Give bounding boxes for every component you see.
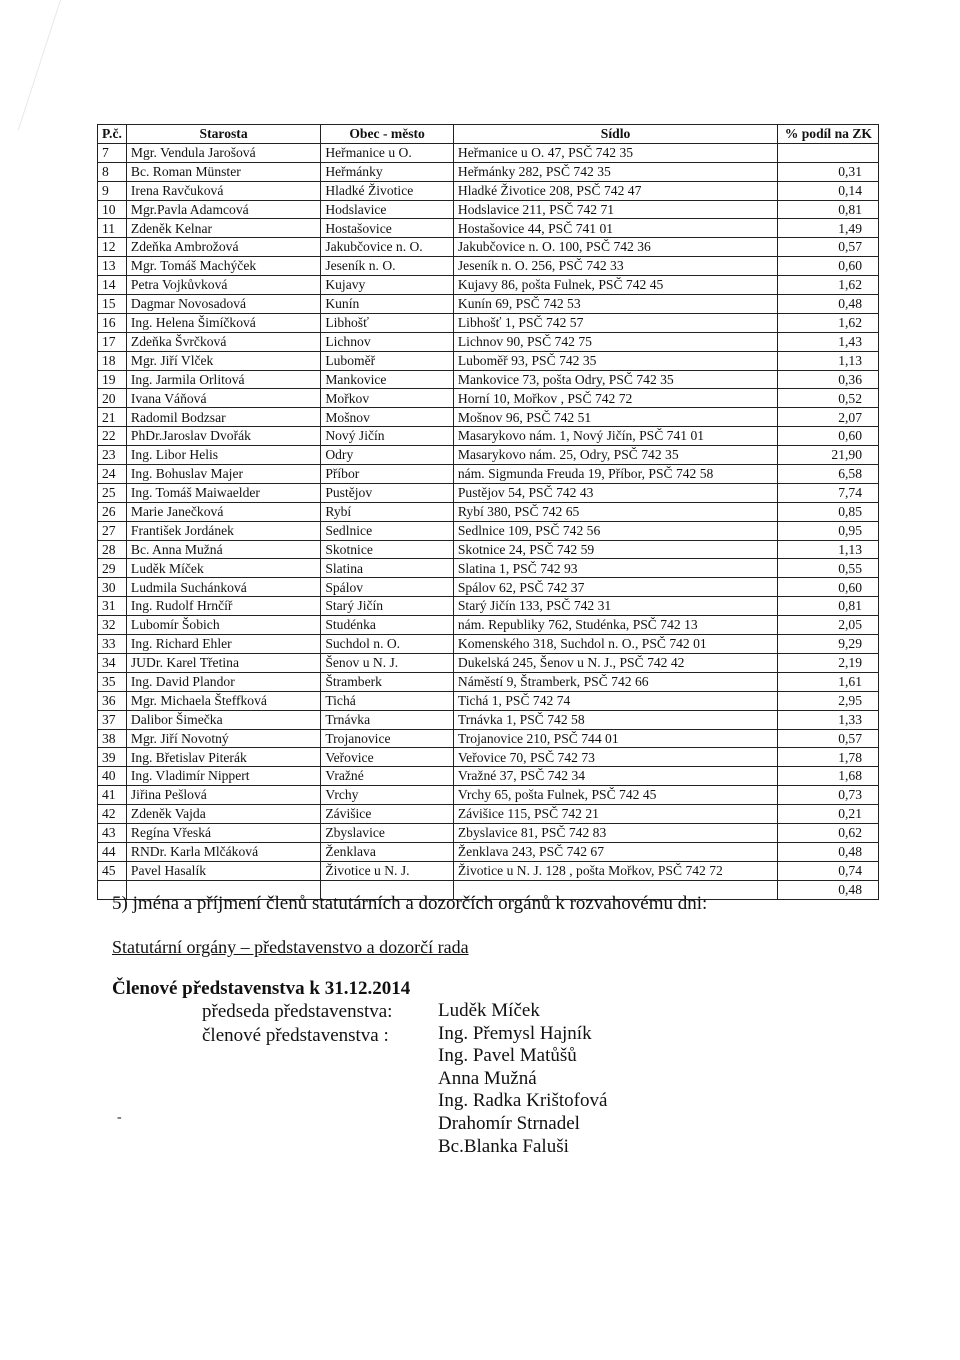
share-value: 7,74	[778, 483, 879, 502]
member-name: Ing. Přemysl Hajník	[438, 1022, 592, 1044]
municipality-name: Štramberk	[321, 672, 454, 691]
row-number: 24	[98, 465, 127, 484]
mayor-name: Ing. Libor Helis	[126, 446, 320, 465]
share-value: 0,73	[778, 786, 879, 805]
row-number: 35	[98, 672, 127, 691]
seat-address: Hostašovice 44, PSČ 741 01	[453, 219, 777, 238]
mayor-name: Ing. David Plandor	[126, 672, 320, 691]
row-number: 26	[98, 502, 127, 521]
table-row	[98, 861, 879, 880]
share-value: 1,78	[778, 748, 879, 767]
share-value: 0,60	[778, 427, 879, 446]
row-number: 16	[98, 313, 127, 332]
seat-address: Masarykovo nám. 25, Odry, PSČ 742 35	[453, 446, 777, 465]
mayor-name: Petra Vojkůvková	[126, 276, 320, 295]
table-row	[98, 786, 879, 805]
row-number: 30	[98, 578, 127, 597]
municipality-name: Sedlnice	[321, 521, 454, 540]
seat-address: Horní 10, Mořkov , PSČ 742 72	[453, 389, 777, 408]
mayor-name: Ing. Rudolf Hrnčíř	[126, 597, 320, 616]
table-row	[98, 521, 879, 540]
seat-address: Vrchy 65, pošta Fulnek, PSČ 742 45	[453, 786, 777, 805]
municipality-name: Vrchy	[321, 786, 454, 805]
row-number: 12	[98, 238, 127, 257]
mayor-name: Zdeněk Vajda	[126, 805, 320, 824]
municipality-name: Starý Jičín	[321, 597, 454, 616]
seat-address: Náměstí 9, Štramberk, PSČ 742 66	[453, 672, 777, 691]
mayor-name: Bc. Roman Münster	[126, 162, 320, 181]
table-row	[98, 351, 879, 370]
municipality-name: Spálov	[321, 578, 454, 597]
municipality-name: Mankovice	[321, 370, 454, 389]
seat-address: Jeseník n. O. 256, PSČ 742 33	[453, 257, 777, 276]
municipality-name: Hodslavice	[321, 200, 454, 219]
row-number: 43	[98, 823, 127, 842]
seat-address: Jakubčovice n. O. 100, PSČ 742 36	[453, 238, 777, 257]
seat-address: Pustějov 54, PSČ 742 43	[453, 483, 777, 502]
row-number: 31	[98, 597, 127, 616]
table-row	[98, 219, 879, 238]
row-number: 22	[98, 427, 127, 446]
mayor-name: Dalibor Šimečka	[126, 710, 320, 729]
municipality-name: Veřovice	[321, 748, 454, 767]
municipality-name: Heřmanice u O.	[321, 143, 454, 162]
table-row	[98, 805, 879, 824]
share-value: 21,90	[778, 446, 879, 465]
roles-column	[202, 1000, 392, 1048]
mayor-name: Bc. Anna Mužná	[126, 540, 320, 559]
mayor-name: František Jordánek	[126, 521, 320, 540]
table-row	[98, 408, 879, 427]
row-number: 13	[98, 257, 127, 276]
mayor-name: Mgr. Jiří Novotný	[126, 729, 320, 748]
table-row	[98, 540, 879, 559]
municipality-name: Odry	[321, 446, 454, 465]
share-value: 1,61	[778, 672, 879, 691]
share-value: 0,81	[778, 597, 879, 616]
table-row	[98, 446, 879, 465]
table-row	[98, 653, 879, 672]
mayor-name: Ing. Helena Šimíčková	[126, 313, 320, 332]
share-value: 1,13	[778, 540, 879, 559]
share-value: 1,33	[778, 710, 879, 729]
seat-address: Masarykovo nám. 1, Nový Jičín, PSČ 741 01	[453, 427, 777, 446]
municipality-name: Trnávka	[321, 710, 454, 729]
share-value: 0,57	[778, 238, 879, 257]
municipality-name: Lichnov	[321, 332, 454, 351]
seat-address: Slatina 1, PSČ 742 93	[453, 559, 777, 578]
seat-address: Trnávka 1, PSČ 742 58	[453, 710, 777, 729]
share-value: 0,55	[778, 559, 879, 578]
seat-address: Heřmanice u O. 47, PSČ 742 35	[453, 143, 777, 162]
header-number: P.č.	[98, 125, 127, 144]
table-row	[98, 313, 879, 332]
table-row	[98, 465, 879, 484]
seat-address: Hladké Životice 208, PSČ 742 47	[453, 181, 777, 200]
share-value: 0,57	[778, 729, 879, 748]
row-number: 42	[98, 805, 127, 824]
municipality-name: Trojanovice	[321, 729, 454, 748]
row-number: 20	[98, 389, 127, 408]
table-body	[98, 143, 879, 899]
scan-edge-mark	[0, 0, 61, 130]
share-value: 1,43	[778, 332, 879, 351]
mayor-name: Jiřina Pešlová	[126, 786, 320, 805]
municipality-name: Ženklava	[321, 842, 454, 861]
mayor-name: Ludmila Suchánková	[126, 578, 320, 597]
municipality-name: Tichá	[321, 691, 454, 710]
table-row	[98, 616, 879, 635]
share-value: 6,58	[778, 465, 879, 484]
municipality-table	[97, 124, 879, 900]
municipality-name: Nový Jičín	[321, 427, 454, 446]
share-value: 0,14	[778, 181, 879, 200]
row-number: 44	[98, 842, 127, 861]
seat-address: Tichá 1, PSČ 742 74	[453, 691, 777, 710]
row-number: 9	[98, 181, 127, 200]
stray-dash-mark: -	[117, 1110, 122, 1125]
share-value: 9,29	[778, 635, 879, 654]
mayor-name: Pavel Hasalík	[126, 861, 320, 880]
mayor-name: Lubomír Šobich	[126, 616, 320, 635]
header-municipality: Obec - město	[321, 125, 454, 144]
seat-address: Mankovice 73, pošta Odry, PSČ 742 35	[453, 370, 777, 389]
mayor-name: Mgr. Michaela Šteffková	[126, 691, 320, 710]
share-value: 0,48	[778, 880, 879, 899]
municipality-name: Závišice	[321, 805, 454, 824]
table-row	[98, 672, 879, 691]
municipality-name: Zbyslavice	[321, 823, 454, 842]
municipality-name: Příbor	[321, 465, 454, 484]
share-value: 0,74	[778, 861, 879, 880]
table-row	[98, 370, 879, 389]
row-number: 17	[98, 332, 127, 351]
municipality-name: Mošnov	[321, 408, 454, 427]
table-row	[98, 842, 879, 861]
mayor-name: Mgr. Tomáš Machýček	[126, 257, 320, 276]
seat-address: Starý Jičín 133, PSČ 742 31	[453, 597, 777, 616]
row-number: 25	[98, 483, 127, 502]
share-value: 0,52	[778, 389, 879, 408]
table-row	[98, 559, 879, 578]
mayor-name: Radomil Bodzsar	[126, 408, 320, 427]
table-row	[98, 710, 879, 729]
municipality-name: Skotnice	[321, 540, 454, 559]
municipality-name: Hladké Životice	[321, 181, 454, 200]
share-value: 0,60	[778, 257, 879, 276]
mayor-name: Ing. Tomáš Maiwaelder	[126, 483, 320, 502]
table-row	[98, 143, 879, 162]
members-label: členové představenstva :	[202, 1025, 389, 1046]
share-value: 2,05	[778, 616, 879, 635]
seat-address: nám. Republiky 762, Studénka, PSČ 742 13	[453, 616, 777, 635]
municipality-name: Libhošť	[321, 313, 454, 332]
table-row	[98, 823, 879, 842]
row-number: 29	[98, 559, 127, 578]
table-row	[98, 597, 879, 616]
seat-address: Lichnov 90, PSČ 742 75	[453, 332, 777, 351]
seat-address: Životice u N. J. 128 , pošta Mořkov, PSČ 742 72	[453, 861, 777, 880]
share-value: 0,36	[778, 370, 879, 389]
mayor-name: Zdeněk Kelnar	[126, 219, 320, 238]
header-mayor: Starosta	[126, 125, 320, 144]
share-value: 2,07	[778, 408, 879, 427]
share-value: 0,48	[778, 842, 879, 861]
municipality-name: Heřmánky	[321, 162, 454, 181]
municipality-name: Šenov u N. J.	[321, 653, 454, 672]
header-share: % podíl na ZK	[778, 125, 879, 144]
table-row	[98, 483, 879, 502]
row-number: 10	[98, 200, 127, 219]
table-row	[98, 332, 879, 351]
mayor-name: Mgr. Vendula Jarošová	[126, 143, 320, 162]
share-value: 0,81	[778, 200, 879, 219]
member-name: Ing. Pavel Matůšů	[438, 1045, 577, 1067]
row-number: 41	[98, 786, 127, 805]
row-number: 27	[98, 521, 127, 540]
table-row	[98, 767, 879, 786]
seat-address: Závišice 115, PSČ 742 21	[453, 805, 777, 824]
table-row	[98, 691, 879, 710]
mayor-name: Ing. Bohuslav Majer	[126, 465, 320, 484]
municipality-name: Kujavy	[321, 276, 454, 295]
seat-address: Dukelská 245, Šenov u N. J., PSČ 742 42	[453, 653, 777, 672]
member-name: Bc.Blanka Faluši	[438, 1135, 569, 1157]
table-row	[98, 276, 879, 295]
row-number: 40	[98, 767, 127, 786]
share-value: 2,19	[778, 653, 879, 672]
table-row	[98, 181, 879, 200]
municipality-name: Luboměř	[321, 351, 454, 370]
row-number: 15	[98, 295, 127, 314]
municipality-name: Jakubčovice n. O.	[321, 238, 454, 257]
share-value: 1,62	[778, 276, 879, 295]
row-number: 37	[98, 710, 127, 729]
municipality-name: Slatina	[321, 559, 454, 578]
seat-address: Trojanovice 210, PSČ 744 01	[453, 729, 777, 748]
mayor-name: Mgr. Jiří Vlček	[126, 351, 320, 370]
row-number: 34	[98, 653, 127, 672]
table-row	[98, 238, 879, 257]
seat-address: Sedlnice 109, PSČ 742 56	[453, 521, 777, 540]
member-name: Ing. Radka Krištofová	[438, 1090, 608, 1112]
share-value: 1,13	[778, 351, 879, 370]
table-header-row	[98, 125, 879, 144]
mayor-name: Marie Janečková	[126, 502, 320, 521]
seat-address: Kujavy 86, pošta Fulnek, PSČ 742 45	[453, 276, 777, 295]
statutory-bodies-heading: Statutární orgány – představenstvo a dozorčí rada	[112, 937, 469, 957]
mayor-name: PhDr.Jaroslav Dvořák	[126, 427, 320, 446]
table-row	[98, 200, 879, 219]
seat-address: Spálov 62, PSČ 742 37	[453, 578, 777, 597]
mayor-name: RNDr. Karla Mlčáková	[126, 842, 320, 861]
table-row	[98, 635, 879, 654]
seat-address: Komenského 318, Suchdol n. O., PSČ 742 01	[453, 635, 777, 654]
municipality-name: Životice u N. J.	[321, 861, 454, 880]
municipality-name: Jeseník n. O.	[321, 257, 454, 276]
seat-address: Hodslavice 211, PSČ 742 71	[453, 200, 777, 219]
table-row	[98, 295, 879, 314]
row-number: 39	[98, 748, 127, 767]
row-number: 33	[98, 635, 127, 654]
table-row	[98, 257, 879, 276]
municipality-name: Hostašovice	[321, 219, 454, 238]
row-number: 8	[98, 162, 127, 181]
seat-address: Ženklava 243, PSČ 742 67	[453, 842, 777, 861]
row-number: 32	[98, 616, 127, 635]
member-name: Drahomír Strnadel	[438, 1112, 580, 1134]
seat-address: Mošnov 96, PSČ 742 51	[453, 408, 777, 427]
table-row	[98, 162, 879, 181]
row-number: 45	[98, 861, 127, 880]
share-value: 2,95	[778, 691, 879, 710]
municipality-name: Vražné	[321, 767, 454, 786]
table-row	[98, 427, 879, 446]
row-number: 21	[98, 408, 127, 427]
names-column	[438, 1000, 607, 1158]
chair-label: předseda představenstva:	[202, 1001, 393, 1022]
row-number: 14	[98, 276, 127, 295]
table-row	[98, 578, 879, 597]
table-row	[98, 502, 879, 521]
row-number: 28	[98, 540, 127, 559]
municipality-name: Studénka	[321, 616, 454, 635]
section-heading: 5) jména a příjmení členů statutárních a dozorčích orgánů k rozvahovému dni:	[112, 893, 708, 914]
row-number: 19	[98, 370, 127, 389]
share-value: 1,68	[778, 767, 879, 786]
seat-address: Kunín 69, PSČ 742 53	[453, 295, 777, 314]
share-value: 0,85	[778, 502, 879, 521]
mayor-name: Zdeňka Švrčková	[126, 332, 320, 351]
seat-address: Luboměř 93, PSČ 742 35	[453, 351, 777, 370]
mayor-name: Ivana Váňová	[126, 389, 320, 408]
share-value: 0,95	[778, 521, 879, 540]
row-number: 38	[98, 729, 127, 748]
mayor-name: Ing. Břetislav Piterák	[126, 748, 320, 767]
mayor-name: Ing. Vladimír Nippert	[126, 767, 320, 786]
share-value: 0,62	[778, 823, 879, 842]
seat-address: Rybí 380, PSČ 742 65	[453, 502, 777, 521]
mayor-name: Ing. Richard Ehler	[126, 635, 320, 654]
mayor-name: Regína Vřeská	[126, 823, 320, 842]
share-value: 1,49	[778, 219, 879, 238]
row-number: 23	[98, 446, 127, 465]
municipality-name: Rybí	[321, 502, 454, 521]
municipality-name: Pustějov	[321, 483, 454, 502]
seat-address: Vražné 37, PSČ 742 34	[453, 767, 777, 786]
seat-address: Skotnice 24, PSČ 742 59	[453, 540, 777, 559]
mayor-name: Irena Ravčuková	[126, 181, 320, 200]
municipality-name: Kunín	[321, 295, 454, 314]
table-row	[98, 389, 879, 408]
board-members-title: Členové představenstva k 31.12.2014	[112, 978, 411, 999]
mayor-name: Mgr.Pavla Adamcová	[126, 200, 320, 219]
table-row	[98, 729, 879, 748]
mayor-name: JUDr. Karel Třetina	[126, 653, 320, 672]
row-number: 7	[98, 143, 127, 162]
municipality-name: Mořkov	[321, 389, 454, 408]
seat-address: Heřmánky 282, PSČ 742 35	[453, 162, 777, 181]
table-row	[98, 748, 879, 767]
share-value: 0,31	[778, 162, 879, 181]
seat-address: Libhošť 1, PSČ 742 57	[453, 313, 777, 332]
row-number: 11	[98, 219, 127, 238]
mayor-name: Ing. Jarmila Orlitová	[126, 370, 320, 389]
share-value	[778, 143, 879, 162]
share-value: 0,48	[778, 295, 879, 314]
mayor-name: Dagmar Novosadová	[126, 295, 320, 314]
member-name: Anna Mužná	[438, 1067, 537, 1089]
municipality-name: Suchdol n. O.	[321, 635, 454, 654]
header-seat: Sídlo	[453, 125, 777, 144]
chair-name: Luděk Míček	[438, 1000, 540, 1021]
share-value: 1,62	[778, 313, 879, 332]
seat-address: Zbyslavice 81, PSČ 742 83	[453, 823, 777, 842]
seat-address: Veřovice 70, PSČ 742 73	[453, 748, 777, 767]
mayor-name: Zdeňka Ambrožová	[126, 238, 320, 257]
row-number: 36	[98, 691, 127, 710]
row-number: 18	[98, 351, 127, 370]
mayor-name: Luděk Míček	[126, 559, 320, 578]
share-value: 0,21	[778, 805, 879, 824]
share-value: 0,60	[778, 578, 879, 597]
seat-address: nám. Sigmunda Freuda 19, Příbor, PSČ 742 58	[453, 465, 777, 484]
